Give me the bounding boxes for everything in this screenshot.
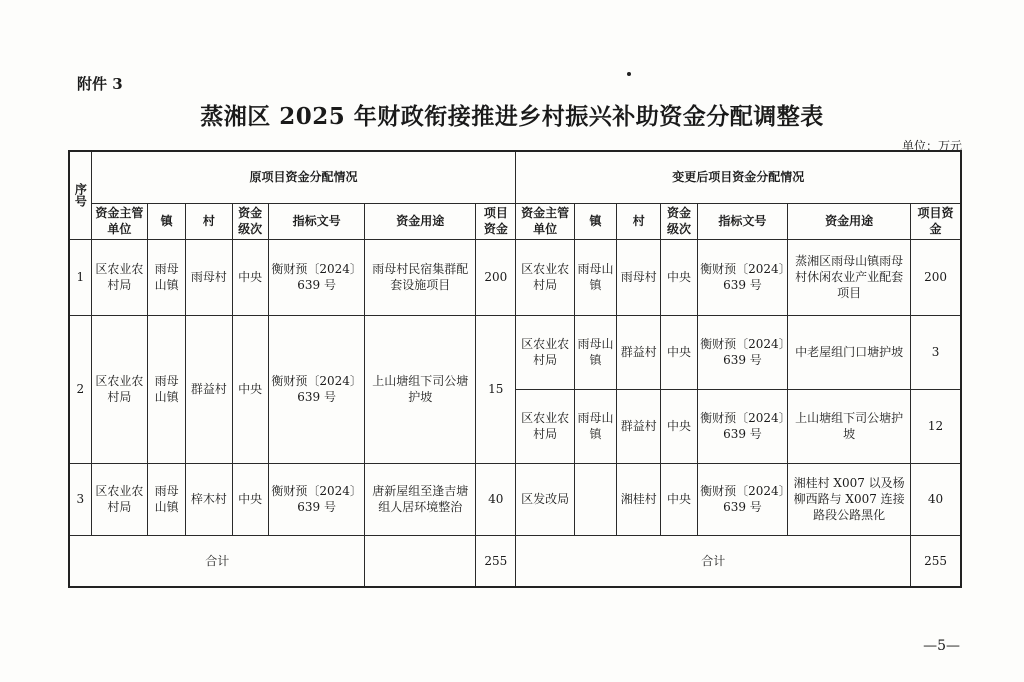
header-orig-town: 镇 bbox=[148, 203, 186, 239]
header-new-level: 资金级次 bbox=[661, 203, 697, 239]
orig-doc: 衡财预〔2024〕639 号 bbox=[268, 239, 365, 315]
row-seq: 3 bbox=[69, 463, 91, 535]
header-orig-amount: 项目资金 bbox=[476, 203, 516, 239]
header-new-amount: 项目资金 bbox=[911, 203, 961, 239]
table-row bbox=[69, 239, 961, 315]
new-village: 雨母村 bbox=[617, 239, 661, 315]
new-town: 雨母山镇 bbox=[574, 315, 616, 389]
orig-use: 雨母村民宿集群配套设施项目 bbox=[365, 239, 476, 315]
orig-town: 雨母山镇 bbox=[148, 463, 186, 535]
new-amount: 3 bbox=[911, 315, 961, 389]
new-unit: 区农业农村局 bbox=[516, 239, 574, 315]
orig-use: 上山塘组下司公塘护坡 bbox=[365, 315, 476, 463]
new-unit: 区农业农村局 bbox=[516, 389, 574, 463]
new-level: 中央 bbox=[661, 463, 697, 535]
new-amount: 40 bbox=[911, 463, 961, 535]
orig-amount: 15 bbox=[476, 315, 516, 463]
orig-use: 唐新屋组至逢吉塘组人居环境整治 bbox=[365, 463, 476, 535]
document-title: 蒸湘区 2025 年财政衔接推进乡村振兴补助资金分配调整表 bbox=[200, 103, 824, 130]
header-orig-level: 资金级次 bbox=[232, 203, 268, 239]
table-row bbox=[69, 315, 961, 389]
header-original-group: 原项目资金分配情况 bbox=[91, 151, 516, 203]
header-new-village: 村 bbox=[617, 203, 661, 239]
total-changed-amount: 255 bbox=[911, 535, 961, 587]
new-use: 中老屋组门口塘护坡 bbox=[788, 315, 911, 389]
orig-village: 群益村 bbox=[186, 315, 232, 463]
header-orig-unit: 资金主管单位 bbox=[91, 203, 147, 239]
total-row bbox=[69, 535, 961, 587]
new-level: 中央 bbox=[661, 315, 697, 389]
new-unit: 区发改局 bbox=[516, 463, 574, 535]
new-use: 湘桂村 X007 以及杨柳西路与 X007 连接路段公路黑化 bbox=[788, 463, 911, 535]
new-unit: 区农业农村局 bbox=[516, 315, 574, 389]
scan-speck bbox=[627, 72, 631, 76]
orig-level: 中央 bbox=[232, 463, 268, 535]
header-orig-village: 村 bbox=[186, 203, 232, 239]
orig-level: 中央 bbox=[232, 315, 268, 463]
new-town: 雨母山镇 bbox=[574, 389, 616, 463]
allocation-table bbox=[68, 150, 962, 588]
new-town bbox=[574, 463, 616, 535]
new-doc: 衡财预〔2024〕639 号 bbox=[697, 315, 788, 389]
header-new-unit: 资金主管单位 bbox=[516, 203, 574, 239]
row-seq: 2 bbox=[69, 315, 91, 463]
total-changed-label: 合计 bbox=[516, 535, 911, 587]
header-orig-doc: 指标文号 bbox=[268, 203, 365, 239]
orig-unit: 区农业农村局 bbox=[91, 463, 147, 535]
orig-amount: 40 bbox=[476, 463, 516, 535]
orig-village: 梓木村 bbox=[186, 463, 232, 535]
orig-unit: 区农业农村局 bbox=[91, 239, 147, 315]
new-town: 雨母山镇 bbox=[574, 239, 616, 315]
orig-level: 中央 bbox=[232, 239, 268, 315]
total-empty bbox=[365, 535, 476, 587]
total-orig-amount: 255 bbox=[476, 535, 516, 587]
new-doc: 衡财预〔2024〕639 号 bbox=[697, 463, 788, 535]
orig-doc: 衡财预〔2024〕639 号 bbox=[268, 315, 365, 463]
new-amount: 12 bbox=[911, 389, 961, 463]
header-new-use: 资金用途 bbox=[788, 203, 911, 239]
orig-unit: 区农业农村局 bbox=[91, 315, 147, 463]
header-new-town: 镇 bbox=[574, 203, 616, 239]
page-number: —5— bbox=[923, 638, 960, 654]
orig-amount: 200 bbox=[476, 239, 516, 315]
new-level: 中央 bbox=[661, 239, 697, 315]
orig-town: 雨母山镇 bbox=[148, 239, 186, 315]
new-level: 中央 bbox=[661, 389, 697, 463]
new-doc: 衡财预〔2024〕639 号 bbox=[697, 389, 788, 463]
new-use: 上山塘组下司公塘护坡 bbox=[788, 389, 911, 463]
orig-village: 雨母村 bbox=[186, 239, 232, 315]
orig-doc: 衡财预〔2024〕639 号 bbox=[268, 463, 365, 535]
header-changed-group: 变更后项目资金分配情况 bbox=[516, 151, 961, 203]
row-seq: 1 bbox=[69, 239, 91, 315]
header-orig-use: 资金用途 bbox=[365, 203, 476, 239]
unit-label: 单位：万元 bbox=[901, 139, 962, 153]
header-seq: 序号 bbox=[69, 151, 91, 239]
new-village: 群益村 bbox=[617, 315, 661, 389]
new-amount: 200 bbox=[911, 239, 961, 315]
table-row bbox=[69, 463, 961, 535]
orig-town: 雨母山镇 bbox=[148, 315, 186, 463]
header-new-doc: 指标文号 bbox=[697, 203, 788, 239]
new-doc: 衡财预〔2024〕639 号 bbox=[697, 239, 788, 315]
new-village: 湘桂村 bbox=[617, 463, 661, 535]
new-village: 群益村 bbox=[617, 389, 661, 463]
total-label: 合计 bbox=[69, 535, 365, 587]
attachment-label: 附件 3 bbox=[77, 75, 123, 93]
new-use: 蒸湘区雨母山镇雨母村休闲农业产业配套项目 bbox=[788, 239, 911, 315]
